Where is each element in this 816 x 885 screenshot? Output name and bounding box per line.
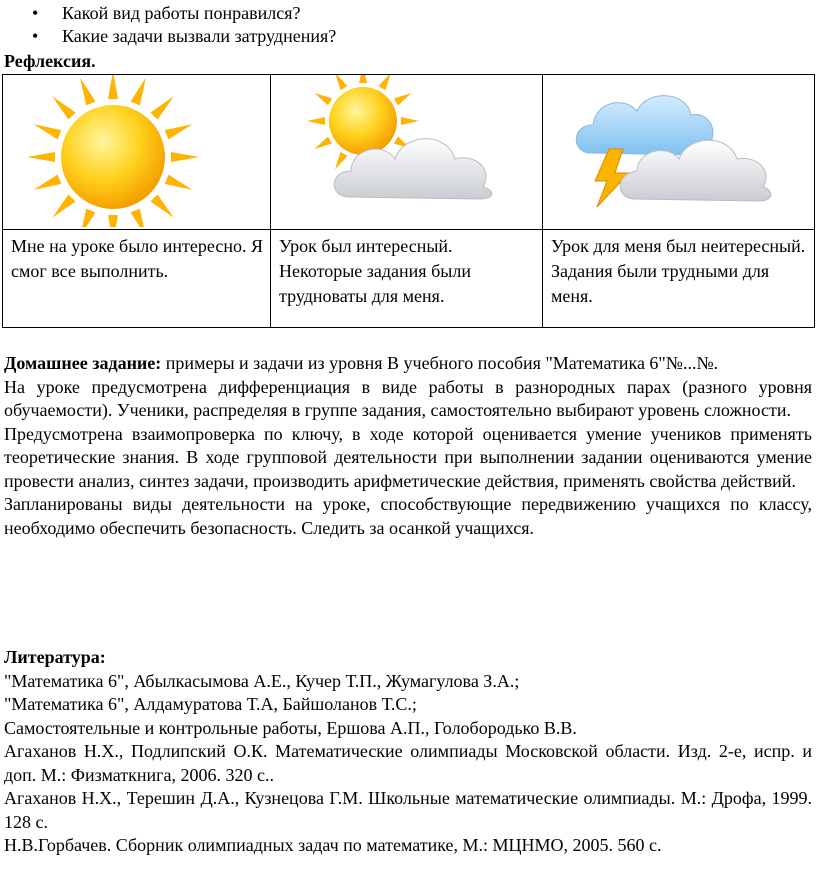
sun-icon: [3, 75, 269, 227]
reflection-image-cell: [271, 75, 543, 230]
sun-cloud-icon: [271, 75, 541, 227]
literature-item: Агаханов Н.Х., Терешин Д.А., Кузнецова Г.М. Школьные математические олимпиады. М.: Дрофа, 1999. 128 с.: [4, 788, 812, 832]
reflection-text-cell: Урок для меня был неитересный. Задания были трудными для меня.: [543, 230, 815, 328]
question-text: Какие задачи вызвали затруднения?: [62, 26, 337, 46]
list-item: [32, 2, 336, 25]
literature-title: Литература:: [4, 647, 106, 667]
reflection-text-cell: Мне на уроке было интересно. Я смог все выполнить.: [3, 230, 271, 328]
homework-label: Домашнее задание:: [4, 353, 162, 373]
bullet: •: [32, 3, 39, 23]
body-text: [4, 352, 812, 540]
reflection-text-cell: Урок был интересный. Некоторые задания были трудноваты для меня.: [271, 230, 543, 328]
question-text: Какой вид работы понравился?: [62, 3, 301, 23]
reflection-title: Рефлексия.: [4, 51, 96, 71]
homework-text: примеры и задачи из уровня В учебного пособия "Математика 6"№...№.: [161, 353, 719, 373]
literature-item: Н.В.Горбачев. Сборник олимпиадных задач по математике, М.: МЦНМО, 2005. 560 с.: [4, 835, 662, 855]
literature-item: Самостоятельные и контрольные работы, Ершова А.П., Голобородько В.В.: [4, 717, 577, 738]
reflection-table: [2, 74, 815, 328]
list-item: [32, 25, 336, 48]
literature-item: Агаханов Н.Х., Подлипский О.К. Математические олимпиады Московской области. Изд. 2-е, испр. и доп. М.: Физматкнига, 2006. 320 с..: [4, 741, 812, 785]
reflection-image-cell: [3, 75, 271, 230]
literature-item: "Математика 6", Абылкасымова А.Е., Кучер Т.П., Жумагулова З.А.;: [4, 670, 520, 691]
homework-paragraph: [4, 352, 812, 376]
paragraph: На уроке предусмотрена дифференциация в виде работы в разнородных парах (разного уровня обучаемости). Ученики, распределяя в группе задания, самостоятельно выбирают уровень сложности.: [4, 376, 812, 420]
literature-item: "Математика 6", Алдамуратова Т.А, Байшоланов Т.С.;: [4, 694, 417, 714]
literature-section: [4, 646, 812, 858]
reflection-image-cell: [543, 75, 815, 230]
bullet: •: [32, 26, 39, 46]
storm-cloud-icon: [543, 75, 813, 227]
question-list: [32, 2, 336, 48]
paragraph: Предусмотрена взаимопроверка по ключу, в ходе которой оценивается умение учеников применять теоретические знания. В ходе групповой деятельности при выполнении задании оцениваются умение провести анализ, синтез задачи, производить арифметические действия, применять свойства действий.: [4, 423, 812, 491]
paragraph: Запланированы виды деятельности на уроке, способствующие передвижению учащихся по классу, необходимо обеспечить безопасность. Следить за осанкой учащихся.: [4, 494, 812, 538]
